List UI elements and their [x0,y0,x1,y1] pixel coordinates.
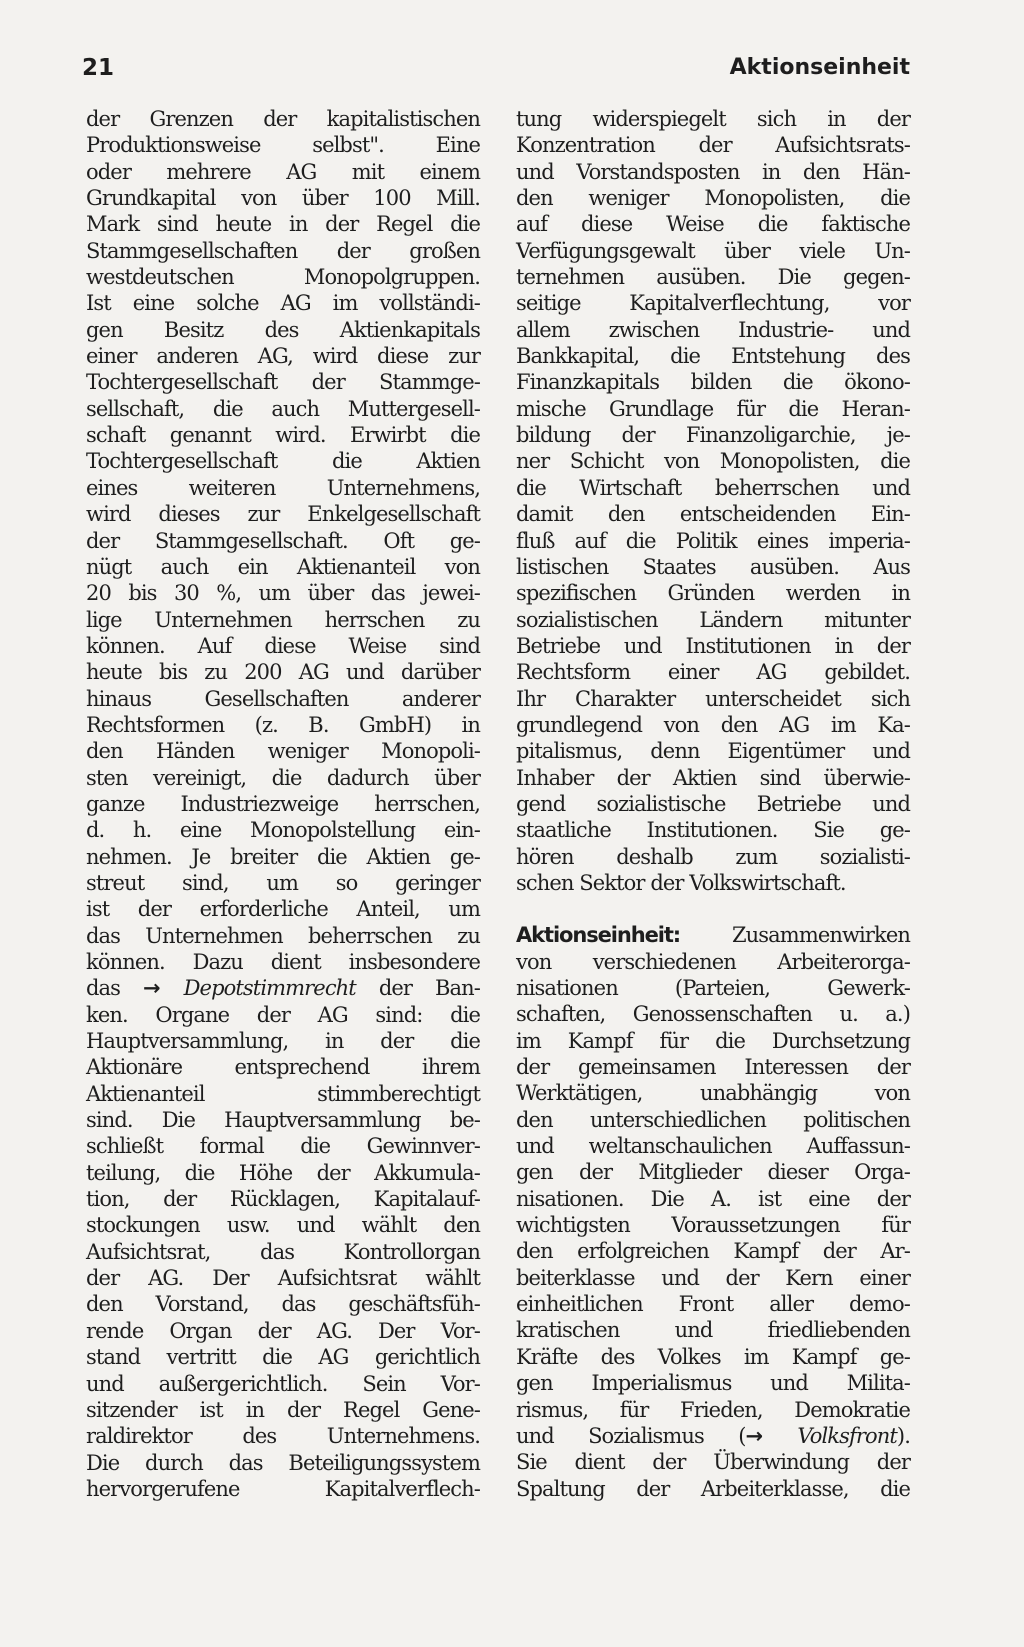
text-line [86,396,480,422]
text-line [516,922,910,948]
text-line [86,290,480,316]
text-line [516,1028,910,1054]
text-segment: ternehmen ausüben. Die gegen- [516,265,910,290]
text-segment: ganze Industriezweige herrschen, [86,791,480,816]
text-line [516,686,910,712]
text-segment: Aktionäre entsprechend ihrem [86,1055,480,1080]
text-line [516,1159,910,1185]
text-line [86,1265,480,1291]
text-line [86,1186,480,1212]
text-segment: den unterschiedlichen politischen [516,1107,910,1132]
text-segment: im Kampf für die Durchsetzung [516,1028,910,1053]
text-segment: tion, der Rücklagen, Kapitalauf- [86,1187,480,1212]
left-text-column [86,106,480,1502]
text-line [86,1002,480,1028]
text-segment: Ist eine solche AG im vollständi- [86,291,480,316]
text-line [516,554,910,580]
text-segment: stockungen usw. und wählt den [86,1213,480,1238]
text-segment: einheitlichen Front aller demo- [516,1292,910,1317]
text-segment: kratischen und friedliebenden [516,1318,910,1343]
text-line [86,317,480,343]
text-segment: schaft genannt wird. Erwirbt die [86,423,480,448]
text-segment: Betriebe und Institutionen in der [516,633,910,658]
text-line [86,633,480,659]
text-line [516,949,910,975]
text-line [516,396,910,422]
text-segment: Rechtsformen (z. B. GmbH) in [86,712,480,737]
text-line [86,765,480,791]
page-number: 21 [82,55,115,81]
text-segment: fluß auf die Politik eines imperia- [516,528,910,553]
text-line [516,1476,910,1502]
text-line [516,1370,910,1396]
text-line [516,132,910,158]
text-segment: nügt auch ein Aktienanteil von [86,554,480,579]
text-line [86,448,480,474]
text-line [86,1054,480,1080]
text-segment: Produktionsweise selbst". Eine [86,133,480,158]
text-segment: und Sozialismus ( [516,1423,746,1448]
text-segment: teilung, die Höhe der Akkumula- [86,1160,480,1185]
text-line [86,870,480,896]
text-line [86,712,480,738]
text-line [516,1001,910,1027]
text-line [86,949,480,975]
text-line [86,1028,480,1054]
cross-reference-arrow-icon: → [745,1423,764,1448]
text-segment: raldirektor des Unternehmens. [86,1424,480,1449]
text-line [516,1186,910,1212]
text-line [516,290,910,316]
text-segment: können. Dazu dient insbesondere [86,950,480,974]
running-head: Aktionseinheit [729,55,910,80]
text-line [516,607,910,633]
text-segment: rende Organ der AG. Der Vor- [86,1318,480,1343]
text-line [86,1160,480,1186]
text-line [516,448,910,474]
text-segment: d. h. eine Monopolstellung ein- [86,818,480,843]
text-segment: schen Sektor der Volkswirtschaft. [516,870,846,895]
text-line [516,1317,910,1343]
text-segment: und außergerichtlich. Sein Vor- [86,1371,480,1396]
text-segment [763,1424,797,1448]
text-line [516,817,910,843]
text-segment: listischen Staates ausüben. Aus [516,554,910,579]
text-line [516,1423,910,1449]
text-line [86,528,480,554]
text-segment: wichtigsten Voraussetzungen für [516,1213,910,1238]
text-segment: der Stammgesellschaft. Oft ge- [86,528,480,553]
text-line [516,791,910,817]
text-segment: sozialistischen Ländern mitunter [516,607,910,632]
text-segment: die Wirtschaft beherrschen und [516,475,910,500]
text-line [86,791,480,817]
text-segment: 20 bis 30 %, um über das jewei- [86,581,480,606]
cross-reference-arrow-icon: → [143,976,161,1001]
text-line [516,317,910,343]
text-segment: pitalismus, denn Eigentümer und [516,739,910,764]
text-line [516,238,910,264]
text-line [86,1423,480,1449]
text-segment: gen der Mitglieder dieser Orga- [516,1160,910,1185]
text-segment: der Grenzen der kapitalistischen [86,107,480,131]
text-line [516,159,910,185]
text-segment: Kräfte des Volkes im Kampf ge- [516,1344,910,1369]
text-segment: rismus, für Frieden, Demokratie [516,1397,910,1422]
text-line [86,1371,480,1397]
text-segment: sellschaft, die auch Muttergesell- [86,396,480,421]
text-segment: und weltanschaulichen Auffassun- [516,1134,910,1159]
text-segment: Werktätigen, unabhängig von [516,1081,910,1106]
text-segment: gend sozialistische Betriebe und [516,791,910,816]
text-segment: und Vorstandsposten in den Hän- [516,159,910,184]
text-line [86,554,480,580]
text-segment: bildung der Finanzoligarchie, je- [516,423,910,448]
text-segment: grundlegend von den AG im Ka- [516,712,910,737]
text-segment: Stammgesellschaften der großen [86,238,480,263]
text-segment: der gemeinsamen Interessen der [516,1055,910,1080]
text-segment: Bankkapital, die Entstehung des [516,344,910,369]
text-line [516,738,910,764]
text-segment: heute bis zu 200 AG und darüber [86,660,480,685]
text-segment: einer anderen AG, wird diese zur [86,344,480,369]
text-segment: Sie dient der Überwindung der [516,1450,910,1475]
text-segment: sten vereinigt, die dadurch über [86,765,480,790]
text-segment: Ihr Charakter unterscheidet sich [516,686,910,711]
text-segment: allem zwischen Industrie- und [516,317,910,342]
text-line [86,264,480,290]
text-segment: Tochtergesellschaft der Stammge- [86,370,480,395]
text-segment: Hauptversammlung, in der die [86,1029,480,1054]
text-line [86,1450,480,1476]
entry-term: Aktionseinheit: [516,923,681,948]
text-segment: hören deshalb zum sozialisti- [516,844,910,869]
text-line [516,633,910,659]
text-line [86,817,480,843]
text-line [86,106,480,132]
text-line [86,1081,480,1107]
text-segment: Inhaber der Aktien sind überwie- [516,765,910,790]
right-text-column [516,106,910,1502]
text-line [86,738,480,764]
text-line [86,343,480,369]
text-segment: Zusammenwirken [680,923,910,948]
text-segment: sind. Die Hauptversammlung be- [86,1108,480,1133]
text-segment: eines weiteren Unternehmens, [86,475,480,500]
text-segment: seitige Kapitalverflechtung, vor [516,291,910,316]
text-segment: Aufsichtsrat, das Kontrollorgan [86,1239,480,1264]
text-line [86,580,480,606]
text-line [86,185,480,211]
text-segment: nisationen. Die A. ist eine der [516,1186,910,1211]
text-line [86,844,480,870]
text-line [86,1212,480,1238]
text-line [86,1239,480,1265]
text-line [516,844,910,870]
text-segment: nisationen (Parteien, Gewerk- [516,976,910,1000]
text-line [86,659,480,685]
text-segment: nehmen. Je breiter die Aktien ge- [86,844,480,869]
text-segment: der AG. Der Aufsichtsrat wählt [86,1266,480,1291]
text-segment: streut sind, um so geringer [86,870,480,895]
text-segment: wird dieses zur Enkelgesellschaft [86,502,480,527]
text-segment [161,976,184,1000]
text-line [86,686,480,712]
text-line [86,923,480,949]
text-segment: Grundkapital von über 100 Mill. [86,186,480,211]
text-segment: mische Grundlage für die Heran- [516,396,910,421]
text-line [516,1291,910,1317]
text-segment: westdeutschen Monopolgruppen. [86,265,480,290]
text-line [86,475,480,501]
text-segment: Mark sind heute in der Regel die [86,212,480,237]
text-line [86,1291,480,1317]
text-segment: das [86,976,144,1001]
text-segment: oder mehrere AG mit einem [86,159,480,184]
text-line [516,264,910,290]
text-segment: können. Auf diese Weise sind [86,633,480,658]
text-segment: Konzentration der Aufsichtsrats- [516,133,910,158]
text-segment: hervorgerufene Kapitalverflech- [86,1476,480,1501]
text-segment: beiterklasse und der Kern einer [516,1265,910,1290]
text-segment: gen Besitz des Aktienkapitals [86,317,480,342]
text-segment: den erfolgreichen Kampf der Ar- [516,1239,910,1264]
text-segment: stand vertritt die AG gerichtlich [86,1345,480,1370]
text-segment: lige Unternehmen herrschen zu [86,607,480,632]
text-line [516,211,910,237]
text-line [86,501,480,527]
text-line [516,870,910,896]
text-segment: der Ban- [355,976,480,1001]
text-line [86,975,480,1001]
paragraph-gap [516,896,910,922]
text-segment: den Vorstand, das geschäftsfüh- [86,1292,480,1317]
text-line [516,1080,910,1106]
text-line [516,712,910,738]
text-line [86,422,480,448]
page-header [82,52,910,88]
text-line [516,422,910,448]
text-line [516,1265,910,1291]
text-segment: hinaus Gesellschaften anderer [86,686,480,711]
text-line [516,1133,910,1159]
text-line [86,1318,480,1344]
text-segment: gen Imperialismus und Milita- [516,1371,910,1396]
cross-reference-link: Depotstimmrecht [183,976,356,1001]
text-line [516,1397,910,1423]
text-line [86,607,480,633]
text-segment: ). [896,1423,910,1448]
text-segment: schaften, Genossenschaften u. a.) [516,1002,910,1027]
text-segment: damit den entscheidenden Ein- [516,502,910,527]
text-segment: Tochtergesellschaft die Aktien [86,449,480,474]
text-line [516,765,910,791]
text-line [516,475,910,501]
text-line [516,1449,910,1475]
text-segment: sitzender ist in der Regel Gene- [86,1397,480,1422]
text-segment: das Unternehmen beherrschen zu [86,923,480,948]
text-segment: Aktienanteil stimmberechtigt [86,1081,480,1106]
text-segment: Finanzkapitals bilden die ökono- [516,370,910,395]
text-line [86,1344,480,1370]
text-line [516,1107,910,1133]
text-segment: Die durch das Beteiligungssystem [86,1450,480,1475]
text-line [86,132,480,158]
text-line [516,369,910,395]
text-segment: Verfügungsgewalt über viele Un- [516,238,910,263]
text-segment: ist der erforderliche Anteil, um [86,897,480,922]
text-segment: ken. Organe der AG sind: die [86,1002,480,1027]
text-line [86,1397,480,1423]
text-line [516,580,910,606]
text-line [86,1133,480,1159]
text-line [86,159,480,185]
text-line [86,1107,480,1133]
text-line [86,211,480,237]
text-line [86,1476,480,1502]
text-line [516,1054,910,1080]
text-line [516,185,910,211]
text-line [516,528,910,554]
text-segment: auf diese Weise die faktische [516,212,910,237]
text-segment: Spaltung der Arbeiterklasse, die [516,1476,910,1501]
text-line [516,343,910,369]
text-line [516,106,910,132]
text-line [516,1212,910,1238]
text-line [516,501,910,527]
cross-reference-link: Volksfront [797,1423,897,1448]
text-line [516,975,910,1001]
text-segment: tung widerspiegelt sich in der [516,107,910,131]
text-line [86,238,480,264]
text-line [86,896,480,922]
text-line [516,1344,910,1370]
text-line [516,1238,910,1264]
text-segment: den weniger Monopolisten, die [516,186,910,211]
text-line [516,659,910,685]
text-segment: ner Schicht von Monopolisten, die [516,449,910,474]
text-segment: spezifischen Gründen werden in [516,581,910,606]
text-line [86,369,480,395]
text-segment: schließt formal die Gewinnver- [86,1134,480,1159]
text-segment: von verschiedenen Arbeiterorga- [516,949,910,974]
text-segment: staatliche Institutionen. Sie ge- [516,818,910,843]
text-segment: den Händen weniger Monopoli- [86,739,480,764]
text-segment: Rechtsform einer AG gebildet. [516,660,910,685]
